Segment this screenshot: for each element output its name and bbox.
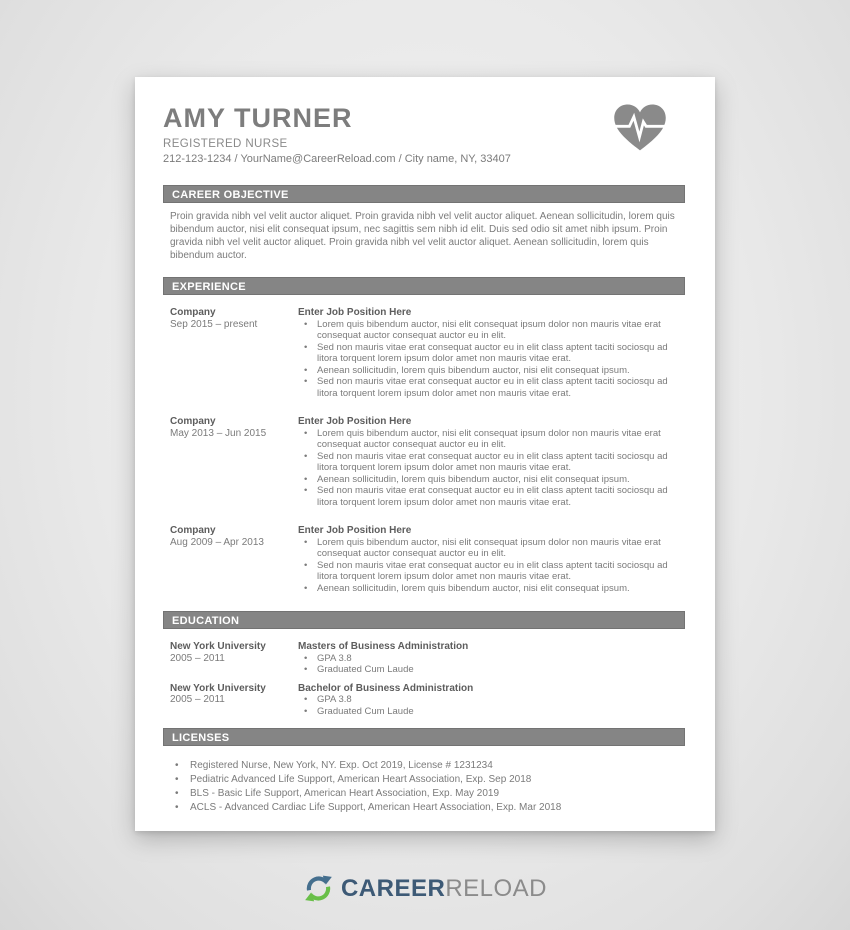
degree-name: Masters of Business Administration — [298, 641, 469, 652]
brand-logo — [0, 873, 850, 904]
bullet-item: • GPA 3.8 — [298, 653, 671, 665]
company-name: Company — [170, 525, 216, 536]
objective-text: Proin gravida nibh vel velit auctor aliquet. Proin gravida nibh vel velit auctor aliquet. Aenean sollicitudin, lorem quis bibendum auctor, nisi elit consequat ipsum, nec sagittis sem nibh id elit. Duis sed odio sit amet nibh ipsum. Proin gravida nibh vel velit auctor aliquet. Proin gravida nibh vel velit auctor aliquet. Aenean sollicitudin, lorem quis bibendum auctor. — [170, 211, 675, 261]
resume-header — [163, 77, 685, 165]
reload-icon — [303, 873, 334, 904]
person-role: REGISTERED NURSE — [163, 138, 288, 150]
company-name: Company — [170, 307, 216, 318]
experience-entry — [170, 416, 685, 508]
bullet-item: • Aenean sollicitudin, lorem quis bibendum auctor, nisi elit consequat ipsum. — [298, 365, 671, 377]
degree-bullets — [298, 694, 671, 717]
date-range: 2005 – 2011 — [170, 694, 225, 705]
person-name: AMY TURNER — [163, 103, 353, 133]
bullet-item: • Aenean sollicitudin, lorem quis bibendum auctor, nisi elit consequat ipsum. — [298, 474, 671, 486]
company-name: Company — [170, 416, 216, 427]
school-name: New York University — [170, 641, 266, 652]
education-entry — [170, 683, 685, 718]
experience-entry — [170, 307, 685, 399]
bullet-item: • Lorem quis bibendum auctor, nisi elit consequat ipsum dolor non mauris vitae erat consequat auctor consequat auctor eu in elit. — [298, 428, 671, 451]
license-list — [175, 759, 685, 815]
date-range: Aug 2009 – Apr 2013 — [170, 536, 264, 548]
job-position: Enter Job Position Here — [298, 525, 412, 536]
date-range: May 2013 – Jun 2015 — [170, 427, 267, 439]
brand-name — [341, 873, 547, 904]
job-bullets — [298, 319, 671, 400]
degree-name: Bachelor of Business Administration — [298, 682, 474, 694]
job-bullets — [298, 537, 671, 595]
job-bullets — [298, 428, 671, 509]
section-bar-career-objective: CAREER OBJECTIVE — [163, 185, 685, 203]
brand-name-secondary: RELOAD — [445, 875, 548, 902]
bullet-item: • Graduated Cum Laude — [298, 664, 671, 676]
section-bar-licenses: LICENSES — [163, 728, 685, 746]
contact-line: 212-123-1234 / YourName@CareerReload.com / City name, NY, 33407 — [163, 153, 511, 165]
education-entry — [170, 641, 685, 676]
school-name: New York University — [170, 682, 266, 694]
job-position: Enter Job Position Here — [298, 307, 412, 318]
brand-name-primary: CAREER — [340, 875, 446, 902]
bullet-item: • Sed non mauris vitae erat consequat auctor eu in elit class aptent taciti sociosqu ad litora torquent lorem ipsum dolor amet non mauris vitae erat. — [298, 451, 671, 474]
license-item: • ACLS - Advanced Cardiac Life Support, American Heart Association, Exp. Mar 2018 — [175, 801, 685, 815]
bullet-item: • Graduated Cum Laude — [298, 706, 671, 718]
section-bar-experience: EXPERIENCE — [163, 277, 685, 295]
bullet-item: • Aenean sollicitudin, lorem quis bibendum auctor, nisi elit consequat ipsum. — [298, 583, 671, 595]
resume-page — [135, 77, 715, 831]
heart-pulse-icon — [612, 103, 668, 153]
bullet-item: • GPA 3.8 — [298, 694, 671, 706]
license-item: • Pediatric Advanced Life Support, American Heart Association, Exp. Sep 2018 — [175, 773, 685, 787]
bullet-item: • Sed non mauris vitae erat consequat auctor eu in elit class aptent taciti sociosqu ad litora torquent lorem ipsum dolor amet non mauris vitae erat. — [298, 485, 671, 508]
experience-entry — [170, 525, 685, 594]
bullet-item: • Sed non mauris vitae erat consequat auctor eu in elit class aptent taciti sociosqu ad litora torquent lorem ipsum dolor amet non mauris vitae erat. — [298, 342, 671, 365]
date-range: Sep 2015 – present — [170, 318, 258, 330]
date-range: 2005 – 2011 — [170, 652, 225, 664]
license-item: • Registered Nurse, New York, NY. Exp. Oct 2019, License # 1231234 — [175, 759, 685, 773]
bullet-item: • Lorem quis bibendum auctor, nisi elit consequat ipsum dolor non mauris vitae erat consequat auctor consequat auctor eu in elit. — [298, 537, 671, 560]
license-item: • BLS - Basic Life Support, American Heart Association, Exp. May 2019 — [175, 787, 685, 801]
section-bar-education: EDUCATION — [163, 611, 685, 629]
bullet-item: • Lorem quis bibendum auctor, nisi elit consequat ipsum dolor non mauris vitae erat consequat auctor consequat auctor eu in elit. — [298, 319, 671, 342]
degree-bullets — [298, 653, 671, 676]
bullet-item: • Sed non mauris vitae erat consequat auctor eu in elit class aptent taciti sociosqu ad litora torquent lorem ipsum dolor amet non mauris vitae erat. — [298, 560, 671, 583]
job-position: Enter Job Position Here — [298, 416, 412, 427]
bullet-item: • Sed non mauris vitae erat consequat auctor eu in elit class aptent taciti sociosqu ad litora torquent lorem ipsum dolor amet non mauris vitae erat. — [298, 376, 671, 399]
